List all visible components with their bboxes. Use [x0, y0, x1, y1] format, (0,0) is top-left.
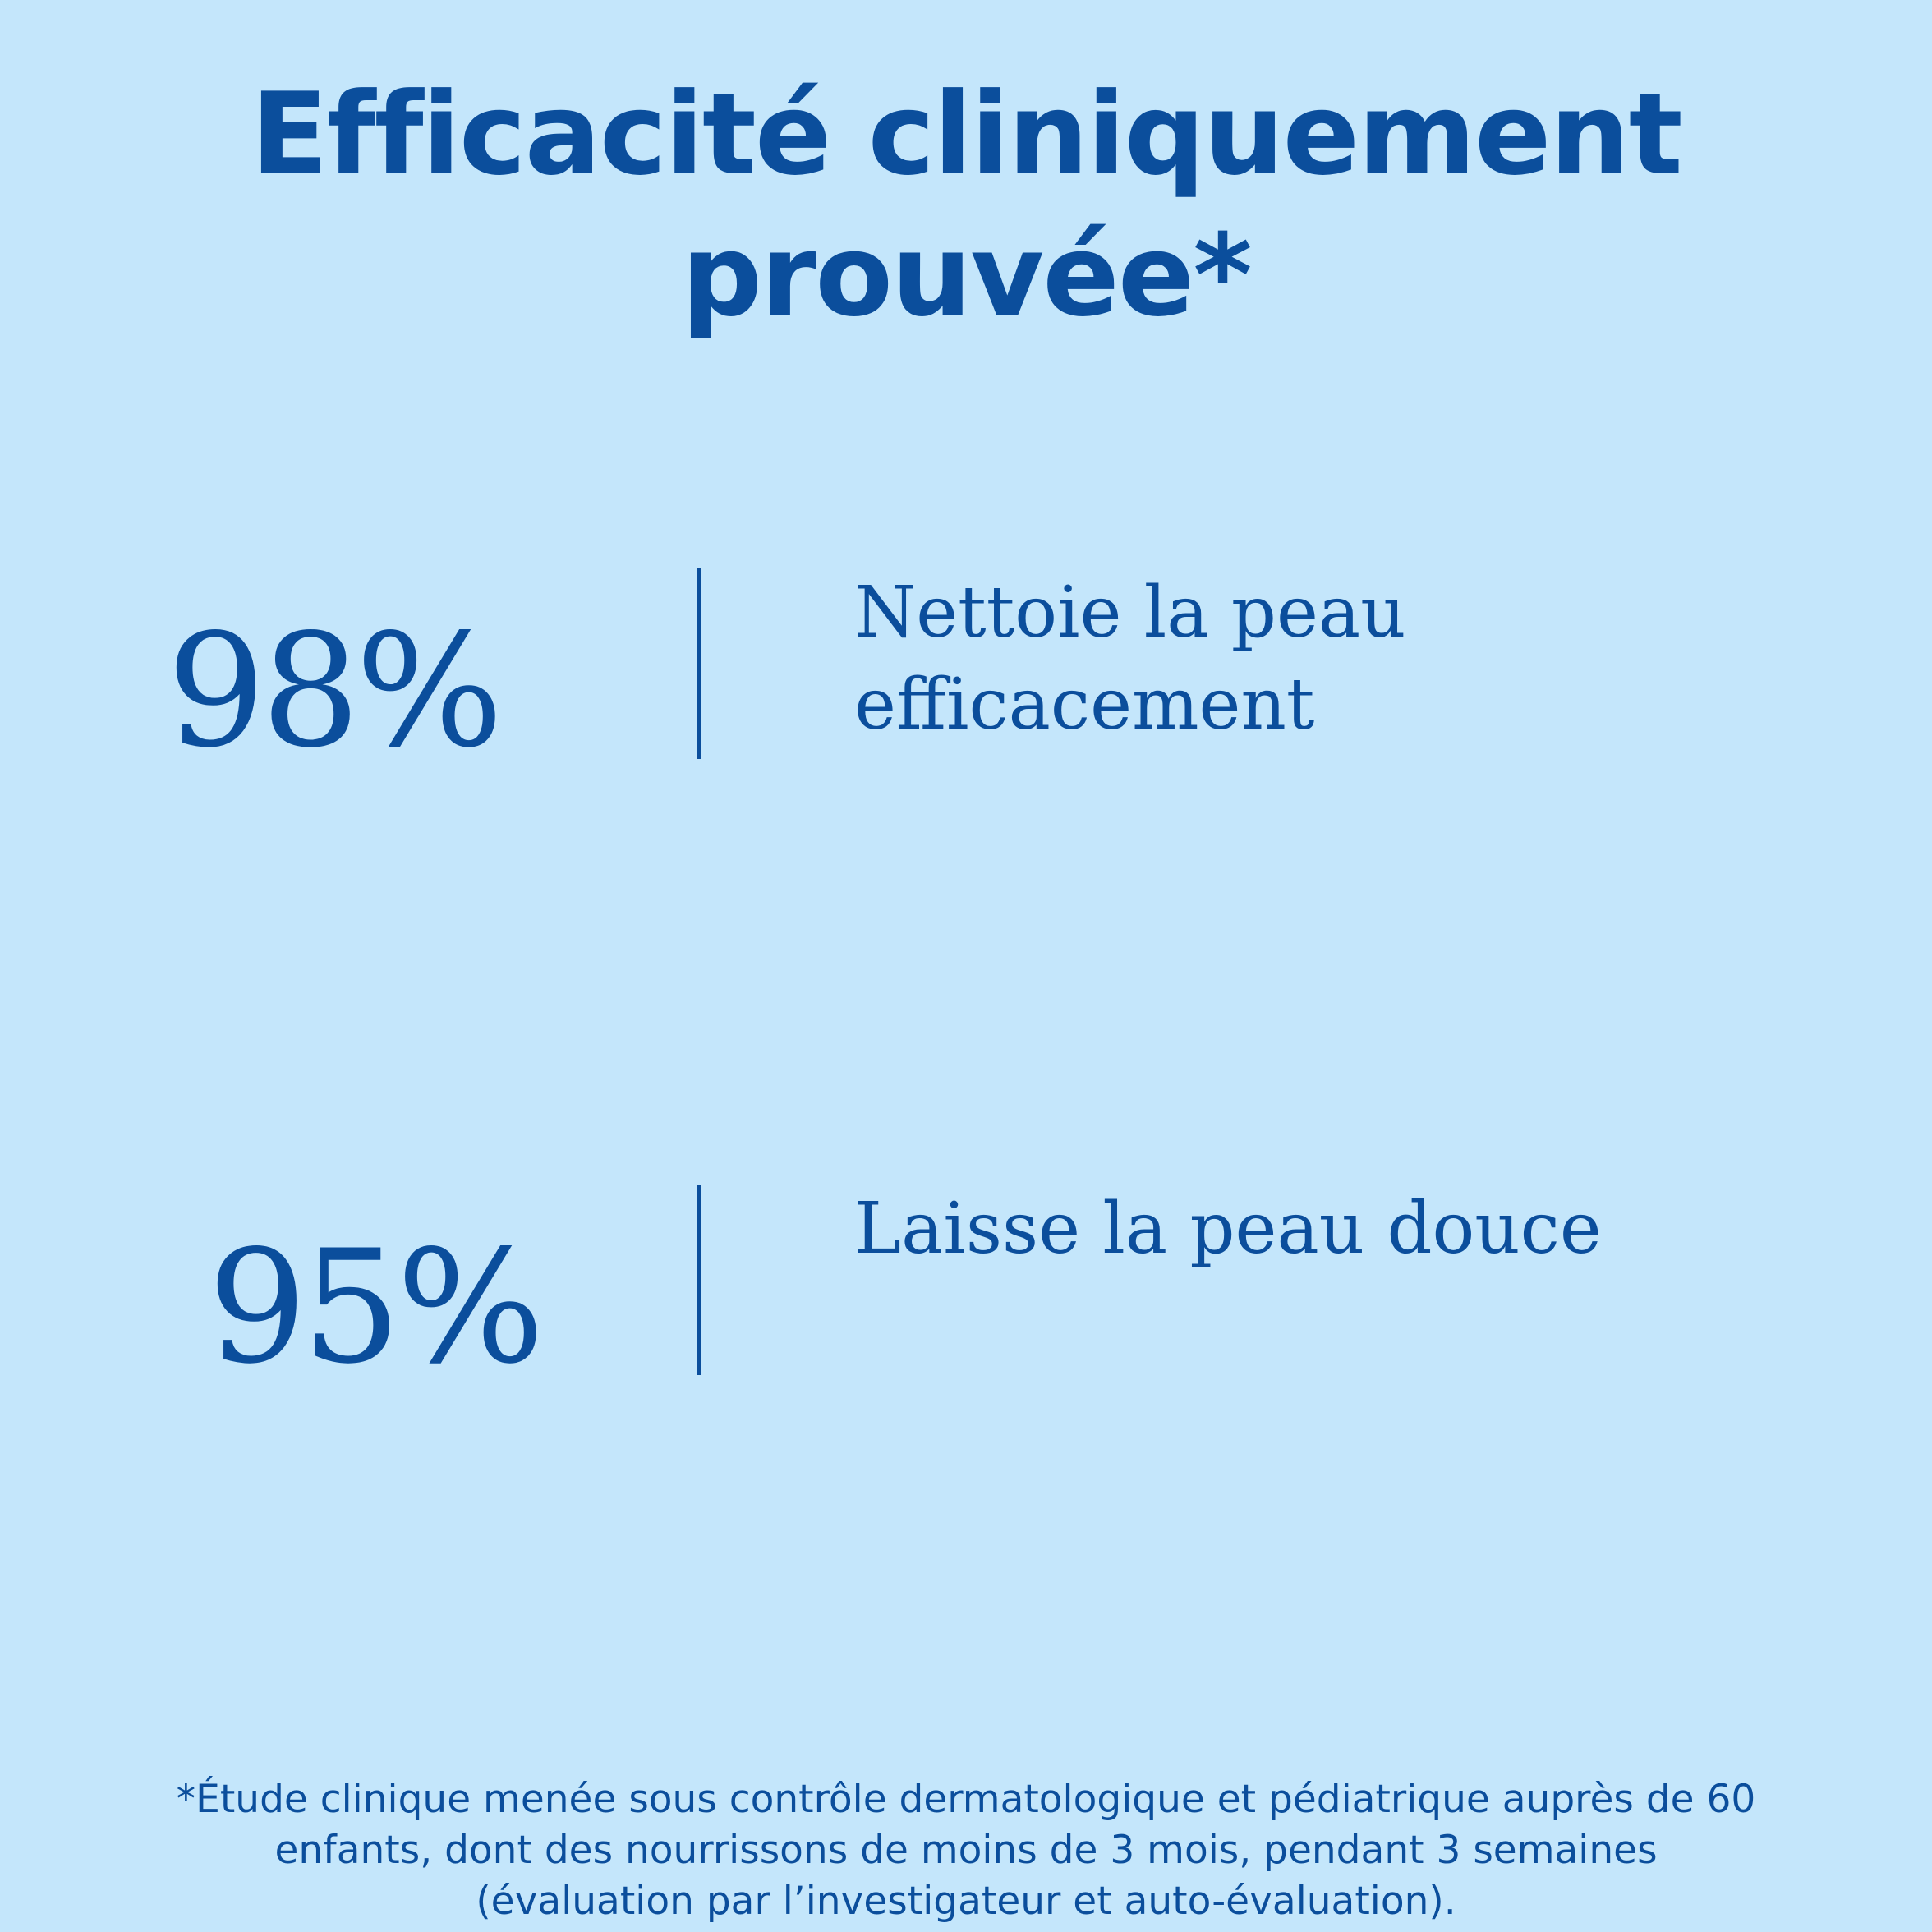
stat-divider: [697, 1184, 701, 1375]
stat-cleans-skin: [0, 567, 1932, 782]
stat-description-line: Laisse la peau douce: [854, 1188, 1602, 1270]
footnote-line-2: enfants, dont des nourrissons de moins de 3 mois, pendant 3 semaines: [274, 1828, 1658, 1873]
stat-soft-skin: [0, 1183, 1932, 1398]
stat-description-line: efficacement: [854, 664, 1315, 746]
stat-value-cleans-skin: 98%: [166, 600, 499, 782]
page-title-line-2: prouvée*: [681, 209, 1251, 342]
stat-description-cleans-skin: [854, 567, 1840, 751]
footnote-line-1: *Étude clinique menée sous contrôle dermatologique et pédiatrique auprès de 60: [176, 1777, 1756, 1822]
page-title: [0, 64, 1932, 347]
footnote-line-3: (évaluation par l’investigateur et auto-évaluation).: [476, 1879, 1456, 1924]
stat-description-soft-skin: [854, 1183, 1840, 1275]
footnote: [33, 1774, 1899, 1927]
stat-divider: [697, 568, 701, 759]
stat-description-line: Nettoie la peau: [854, 572, 1406, 654]
page-title-line-1: Efficacité cliniquement: [251, 68, 1681, 200]
stat-value-soft-skin: 95%: [207, 1217, 540, 1398]
